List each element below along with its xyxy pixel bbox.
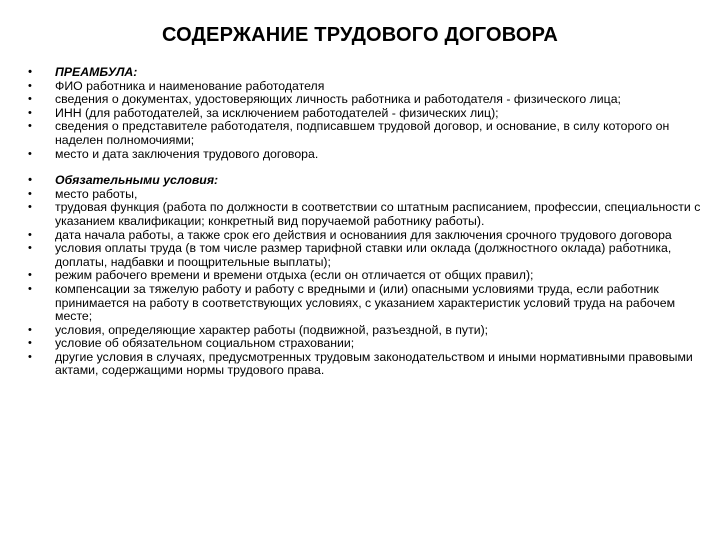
list-item: • условия оплаты труда (в том числе размер тарифной ставки или оклада (должностного оклада) работника, доплаты, надбавки и поощрительные выплаты); [0,242,720,269]
list-item: • режим рабочего времени и времени отдыха (если он отличается от общих правил); [0,269,720,283]
list-item: • место и дата заключения трудового договора. [0,148,720,162]
list-item: • другие условия в случаях, предусмотренных трудовым законодательством и иными нормативными правовыми актами, содержащими нормы трудового права. [0,351,720,378]
list-item: • ИНН (для работодателей, за исключением работодателей - физических лиц); [0,107,720,121]
list-item: • сведения о представителе работодателя, подписавшем трудовой договор, и основание, в силу которого он наделен полномочиями; [0,120,720,147]
list-item: • сведения о документах, удостоверяющих личность работника и работодателя - физического лица; [0,93,720,107]
preamble-heading: • ПРЕАМБУЛА: [0,66,720,80]
list-item: • место работы, [0,188,720,202]
list-item: • условие об обязательном социальном страховании; [0,337,720,351]
list-item: • трудовая функция (работа по должности в соответствии со штатным расписанием, профессии, специальности с указанием квалификации; конкретный вид поручаемой работнику работы). [0,201,720,228]
contract-content-list [0,66,720,378]
list-item: • условия, определяющие характер работы (подвижной, разъездной, в пути); [0,324,720,338]
page-title: СОДЕРЖАНИЕ ТРУДОВОГО ДОГОВОРА [161,24,559,46]
list-item: • компенсации за тяжелую работу и работу с вредными и (или) опасными условиями труда, если работник принимается на работу в соответствующих условиях, с указанием характеристик условий труда на рабочем месте; [0,283,720,324]
list-item: • ФИО работника и наименование работодателя [0,80,720,94]
list-item: • дата начала работы, а также срок его действия и основаниия для заключения срочного трудового договора [0,229,720,243]
mandatory-heading: • Обязательными условия: [0,174,720,188]
